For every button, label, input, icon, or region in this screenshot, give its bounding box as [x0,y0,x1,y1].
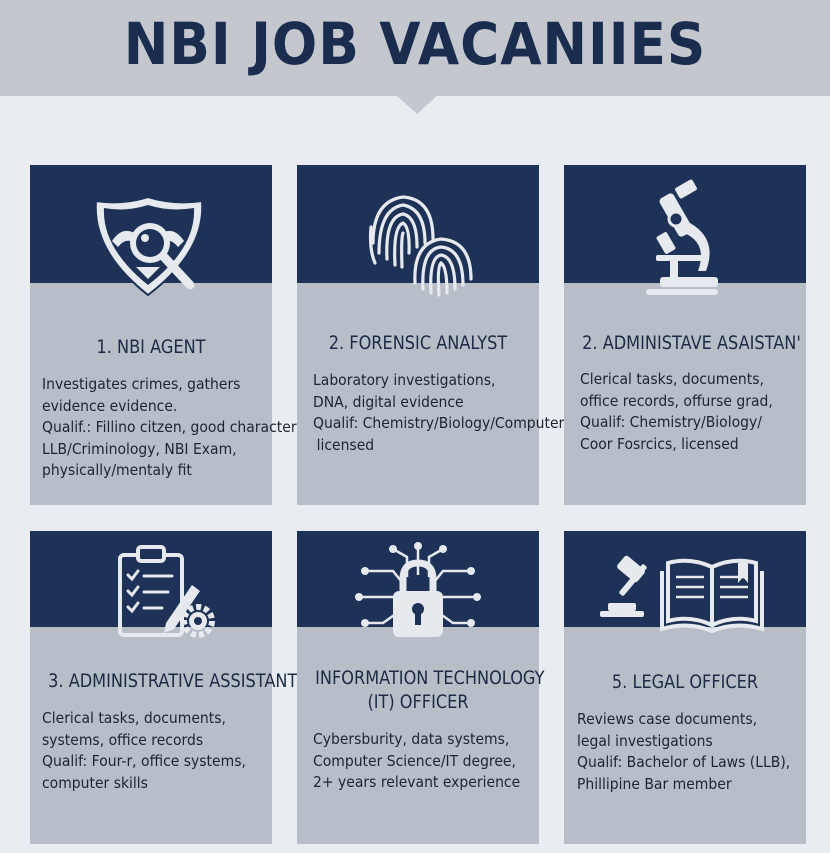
microscope-icon [640,179,730,301]
job-card-administrative-assistant [30,531,298,844]
clipboard-gear-icon [114,543,218,639]
desc-line: systems, office records [42,730,204,749]
desc-line: office records, offurse grad, [580,391,773,410]
job-description [42,374,297,482]
desc-line: Qualif: Chemistry/Biology/Computer [313,414,565,432]
shield-magnifier-icon [90,193,210,303]
job-card-it-officer [297,531,545,844]
desc-line: evidence evidence. [42,396,178,415]
desc-line: Cybersburity, data systems, [313,730,510,748]
banner-pointer [395,94,439,114]
job-description [580,369,773,455]
job-title-line-2: (IT) OFFICER [367,691,469,713]
desc-line: Qualif: Chemistry/Biology/ [580,413,762,431]
job-card-forensic-analyst [297,165,565,505]
desc-line: LLB/Criminology, NBI Exam, [42,439,237,458]
job-title: 2. ADMINISTAVE ASAISTAN' [582,332,801,354]
desc-line: Phillipine Bar member [577,774,732,793]
job-card-administrative-assistant-a [564,165,806,505]
desc-line: licensed [316,435,375,454]
desc-line: Reviews case documents, [577,710,758,728]
desc-line: Qualif.: Fillino citzen, good character [42,418,297,436]
job-description [42,708,246,794]
job-title: 3. ADMINISTRATIVE ASSISTANT [48,670,298,692]
job-card-legal-officer [564,531,806,844]
job-description [313,370,564,456]
desc-line: Clerical tasks, documents, [580,370,764,388]
job-title: 5. LEGAL OFFICER [611,671,759,693]
fingerprint-icon [363,187,478,299]
job-description [577,709,790,795]
desc-line: Clerical tasks, documents, [42,709,226,727]
desc-line: Laboratory investigations, [313,371,496,389]
gavel-book-icon [598,555,778,633]
desc-line: 2+ years relevant experience [313,773,521,791]
desc-line: Qualif: Four-r, office systems, [42,752,246,770]
job-title: INFORMATION TECHNOLOGY [315,667,545,689]
page-title: NBI JOB VACANIIES [123,10,707,78]
job-title: 1. NBI AGENT [96,336,206,358]
desc-line: computer skills [42,773,148,792]
padlock-circuit-icon [353,541,483,643]
job-title: 2. FORENSIC ANALYST [328,332,508,354]
desc-line: Investigates crimes, gathers [42,375,241,393]
desc-line: Computer Science/IT degree, [313,751,516,770]
desc-line: Qualif: Bachelor of Laws (LLB), [577,753,791,771]
job-card-nbi-agent [30,165,297,505]
desc-line: Coor Fosrcics, licensed [580,434,739,453]
desc-line: legal investigations [577,731,713,750]
desc-line: DNA, digital evidence [313,392,464,411]
desc-line: physically/mentaly fit [42,461,192,479]
job-description [313,729,520,794]
